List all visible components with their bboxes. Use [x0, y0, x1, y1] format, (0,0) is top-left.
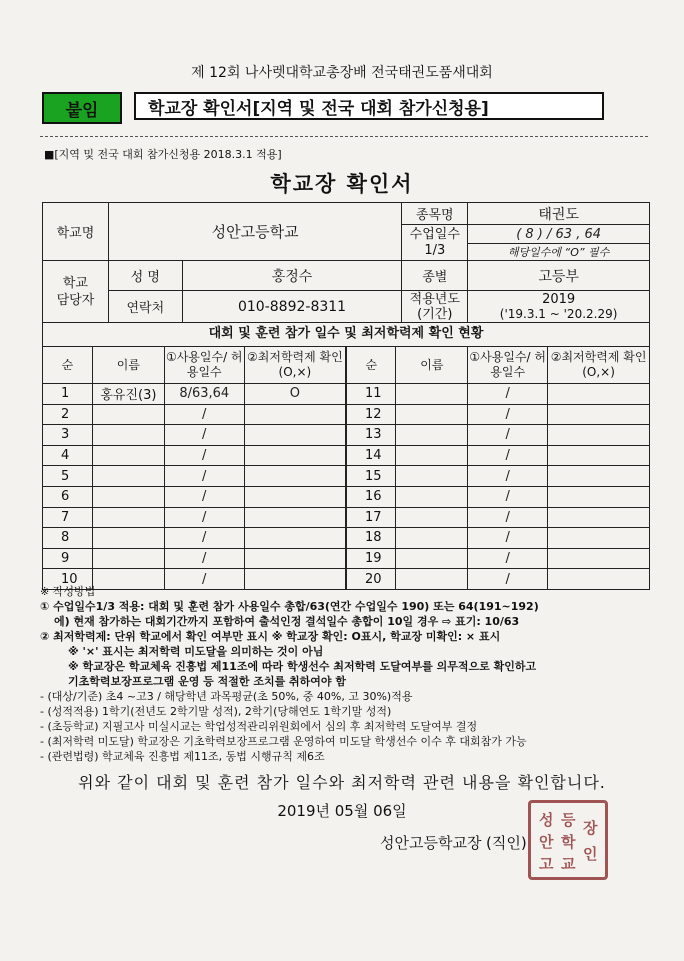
notes-heading: ※ 작성방법 [40, 585, 96, 598]
cell-right-name [396, 507, 468, 528]
cell-right-check [548, 507, 650, 528]
cell-right-no: 17 [346, 507, 396, 528]
header-check: ②최저학력제 확인(O,×) [244, 347, 346, 384]
cell-right-no: 11 [346, 384, 396, 405]
cell-left-check [244, 466, 346, 487]
official-seal: 성 안 고 등 학 교 장 인 [528, 800, 608, 880]
cell-right-name [396, 425, 468, 446]
cell-right-no: 14 [346, 445, 396, 466]
table-row [43, 425, 650, 446]
cell-left-days: / [164, 548, 244, 569]
cell-left-name [92, 486, 164, 507]
header-no: 순 [43, 347, 93, 384]
cell-left-name: 홍유진(3) [92, 384, 164, 405]
cell-left-name [92, 548, 164, 569]
roster-table [42, 346, 650, 590]
event-title: 제 12회 나사렛대학교총장배 전국태권도품새대회 [191, 65, 493, 81]
cell-left-name [92, 466, 164, 487]
cell-left-no: 5 [43, 466, 93, 487]
cell-right-no: 13 [346, 425, 396, 446]
cell-right-check [548, 528, 650, 549]
cell-left-no: 1 [43, 384, 93, 405]
cell-left-no: 6 [43, 486, 93, 507]
table-row [43, 486, 650, 507]
cell-right-days: / [468, 445, 548, 466]
cell-right-name [396, 486, 468, 507]
issue-date: 2019년 05월 06일 [277, 802, 407, 820]
table-row [43, 507, 650, 528]
cell-left-no: 7 [43, 507, 93, 528]
cell-right-days: / [468, 528, 548, 549]
year-value-line2: ('19.3.1 ~ '20.2.29) [499, 306, 618, 321]
cell-right-name [396, 528, 468, 549]
table-row [43, 548, 650, 569]
staff-label-line1: 학교 [62, 275, 88, 291]
note-4b: 기초학력보장프로그램 운영 등 적절한 조치를 취하여야 함 [68, 675, 346, 688]
cell-right-name [396, 548, 468, 569]
school-value: 성안고등학교 [108, 203, 401, 261]
cell-left-check [244, 445, 346, 466]
divider [40, 136, 648, 137]
staff-label-line2: 담당자 [56, 292, 95, 308]
cell-right-check [548, 548, 650, 569]
cell-left-name [92, 445, 164, 466]
cell-right-no: 20 [346, 569, 396, 590]
table-row [43, 384, 650, 405]
cell-left-days: 8/63,64 [164, 384, 244, 405]
cell-right-no: 19 [346, 548, 396, 569]
class-days-label [402, 225, 468, 261]
note-5: - (대상/기준) 초4 ~고3 / 해당학년 과목평균(초 50%, 중 40%, 고 30%)적용 [40, 690, 413, 703]
name-label: 성 명 [108, 261, 182, 291]
form-code: ■[지역 및 전국 대회 참가신청용 2018.3.1 적용] [44, 148, 282, 161]
contact-label: 연락처 [108, 291, 182, 323]
header-name: 이름 [92, 347, 164, 384]
confirm-statement: 위와 같이 대회 및 훈련 참가 일수와 최저학력 관련 내용을 확인합니다. [78, 773, 606, 792]
year-value [468, 291, 650, 323]
note-1b: 에) 현재 참가하는 대회기간까지 포함하여 출석인정 결석일수 총합이 10일 경우 ⇨ 표기: 10/63 [54, 615, 520, 628]
info-table [42, 202, 650, 323]
year-label [402, 291, 468, 323]
cell-right-check [548, 404, 650, 425]
roster-body [43, 384, 650, 590]
cell-right-days: / [468, 548, 548, 569]
cell-left-no: 8 [43, 528, 93, 549]
header-no: 순 [346, 347, 396, 384]
table-row [43, 404, 650, 425]
name-value: 홍정수 [182, 261, 402, 291]
class-days-label-line1: 수업일수 [409, 226, 460, 242]
cell-right-no: 18 [346, 528, 396, 549]
document-title: 학교장 확인서 [270, 172, 414, 196]
cell-left-no: 3 [43, 425, 93, 446]
cell-left-name [92, 404, 164, 425]
cell-left-check: O [244, 384, 346, 405]
cell-right-name [396, 404, 468, 425]
class-days-note: 해당일수에 “O” 필수 [468, 244, 650, 261]
cell-left-no: 9 [43, 548, 93, 569]
cell-right-days: / [468, 507, 548, 528]
year-value-line1: 2019 [542, 291, 576, 307]
cell-left-check [244, 425, 346, 446]
cell-right-days: / [468, 466, 548, 487]
cell-right-days: / [468, 569, 548, 590]
contact-value: 010-8892-8311 [182, 291, 402, 323]
cell-left-days: / [164, 507, 244, 528]
cell-right-name [396, 445, 468, 466]
division-label: 종별 [402, 261, 468, 291]
class-days-value: ( 8 ) / 63 , 64 [468, 225, 650, 244]
form-title: 학교장 확인서[지역 및 전국 대회 참가신청용] [134, 92, 604, 120]
header-name: 이름 [396, 347, 468, 384]
note-4a: ※ 학교장은 학교체육 진흥법 제11조에 따라 학생선수 최저학력 도달여부를 의무적으로 확인하고 [68, 660, 537, 673]
cell-right-check [548, 466, 650, 487]
note-6: - (성적적용) 1학기(전년도 2학기말 성적), 2학기(당해연도 1학기말 성적) [40, 705, 392, 718]
cell-right-check [548, 486, 650, 507]
note-8: - (최저학력 미도달) 학교장은 기초학력보장프로그램 운영하여 미도달 학생선수 이수 후 대회참가 가능 [40, 735, 527, 748]
cell-left-name [92, 507, 164, 528]
cell-right-name [396, 466, 468, 487]
cell-left-days: / [164, 445, 244, 466]
cell-left-days: / [164, 486, 244, 507]
cell-right-days: / [468, 425, 548, 446]
notes-section [40, 584, 660, 764]
cell-left-days: / [164, 466, 244, 487]
cell-left-days: / [164, 569, 244, 590]
header-check: ②최저학력제 확인(O,×) [548, 347, 650, 384]
sport-value: 태권도 [468, 203, 650, 225]
cell-left-days: / [164, 425, 244, 446]
cell-right-check [548, 445, 650, 466]
note-3: ※ '×' 표시는 최저학력 미도달을 의미하는 것이 아님 [68, 645, 324, 658]
cell-left-check [244, 486, 346, 507]
note-2: ② 최저학력제: 단위 학교에서 확인 여부만 표시 ※ 학교장 확인: O표시, 학교장 미확인: × 표시 [40, 630, 501, 643]
cell-right-check [548, 384, 650, 405]
cell-right-days: / [468, 404, 548, 425]
cell-left-check [244, 507, 346, 528]
cell-right-days: / [468, 486, 548, 507]
table-row [43, 466, 650, 487]
cell-left-check [244, 548, 346, 569]
school-label: 학교명 [43, 203, 109, 261]
table-row [43, 528, 650, 549]
cell-left-days: / [164, 404, 244, 425]
note-7: - (초등학교) 지필고사 미실시교는 학업성적관리위원회에서 심의 후 최저학력 도달여부 결정 [40, 720, 478, 733]
cell-left-days: / [164, 528, 244, 549]
note-1a: ① 수업일수1/3 적용: 대회 및 훈련 참가 사용일수 총합/63(연간 수업일수 190) 또는 64(191~192) [40, 600, 539, 613]
cell-right-days: / [468, 384, 548, 405]
note-9: - (관련법령) 학교체육 진흥법 제11조, 동법 시행규칙 제6조 [40, 750, 325, 763]
cell-left-no: 4 [43, 445, 93, 466]
cell-right-no: 12 [346, 404, 396, 425]
cell-left-name [92, 528, 164, 549]
cell-right-no: 15 [346, 466, 396, 487]
cell-left-check [244, 528, 346, 549]
cell-left-name [92, 425, 164, 446]
cell-right-name [396, 384, 468, 405]
cell-left-no: 10 [43, 569, 93, 590]
year-label-line1: 적용년도 [409, 291, 460, 307]
cell-right-check [548, 425, 650, 446]
cell-right-no: 16 [346, 486, 396, 507]
sport-label: 종목명 [402, 203, 468, 225]
table-row [43, 445, 650, 466]
seal-note: (직인) [486, 834, 527, 852]
principal-name: 성안고등학교장 [380, 834, 482, 852]
division-value: 고등부 [468, 261, 650, 291]
roster-caption: 대회 및 훈련 참가 일수 및 최저학력제 확인 현황 [42, 322, 650, 346]
year-label-line2: (기간) [417, 306, 453, 322]
class-days-label-line2: 1/3 [424, 242, 446, 258]
attach-tag: 붙임 [42, 92, 122, 124]
cell-left-check [244, 404, 346, 425]
header-days: ①사용일수/ 허용일수 [164, 347, 244, 384]
header-days: ①사용일수/ 허용일수 [468, 347, 548, 384]
cell-left-no: 2 [43, 404, 93, 425]
staff-label [43, 261, 109, 323]
